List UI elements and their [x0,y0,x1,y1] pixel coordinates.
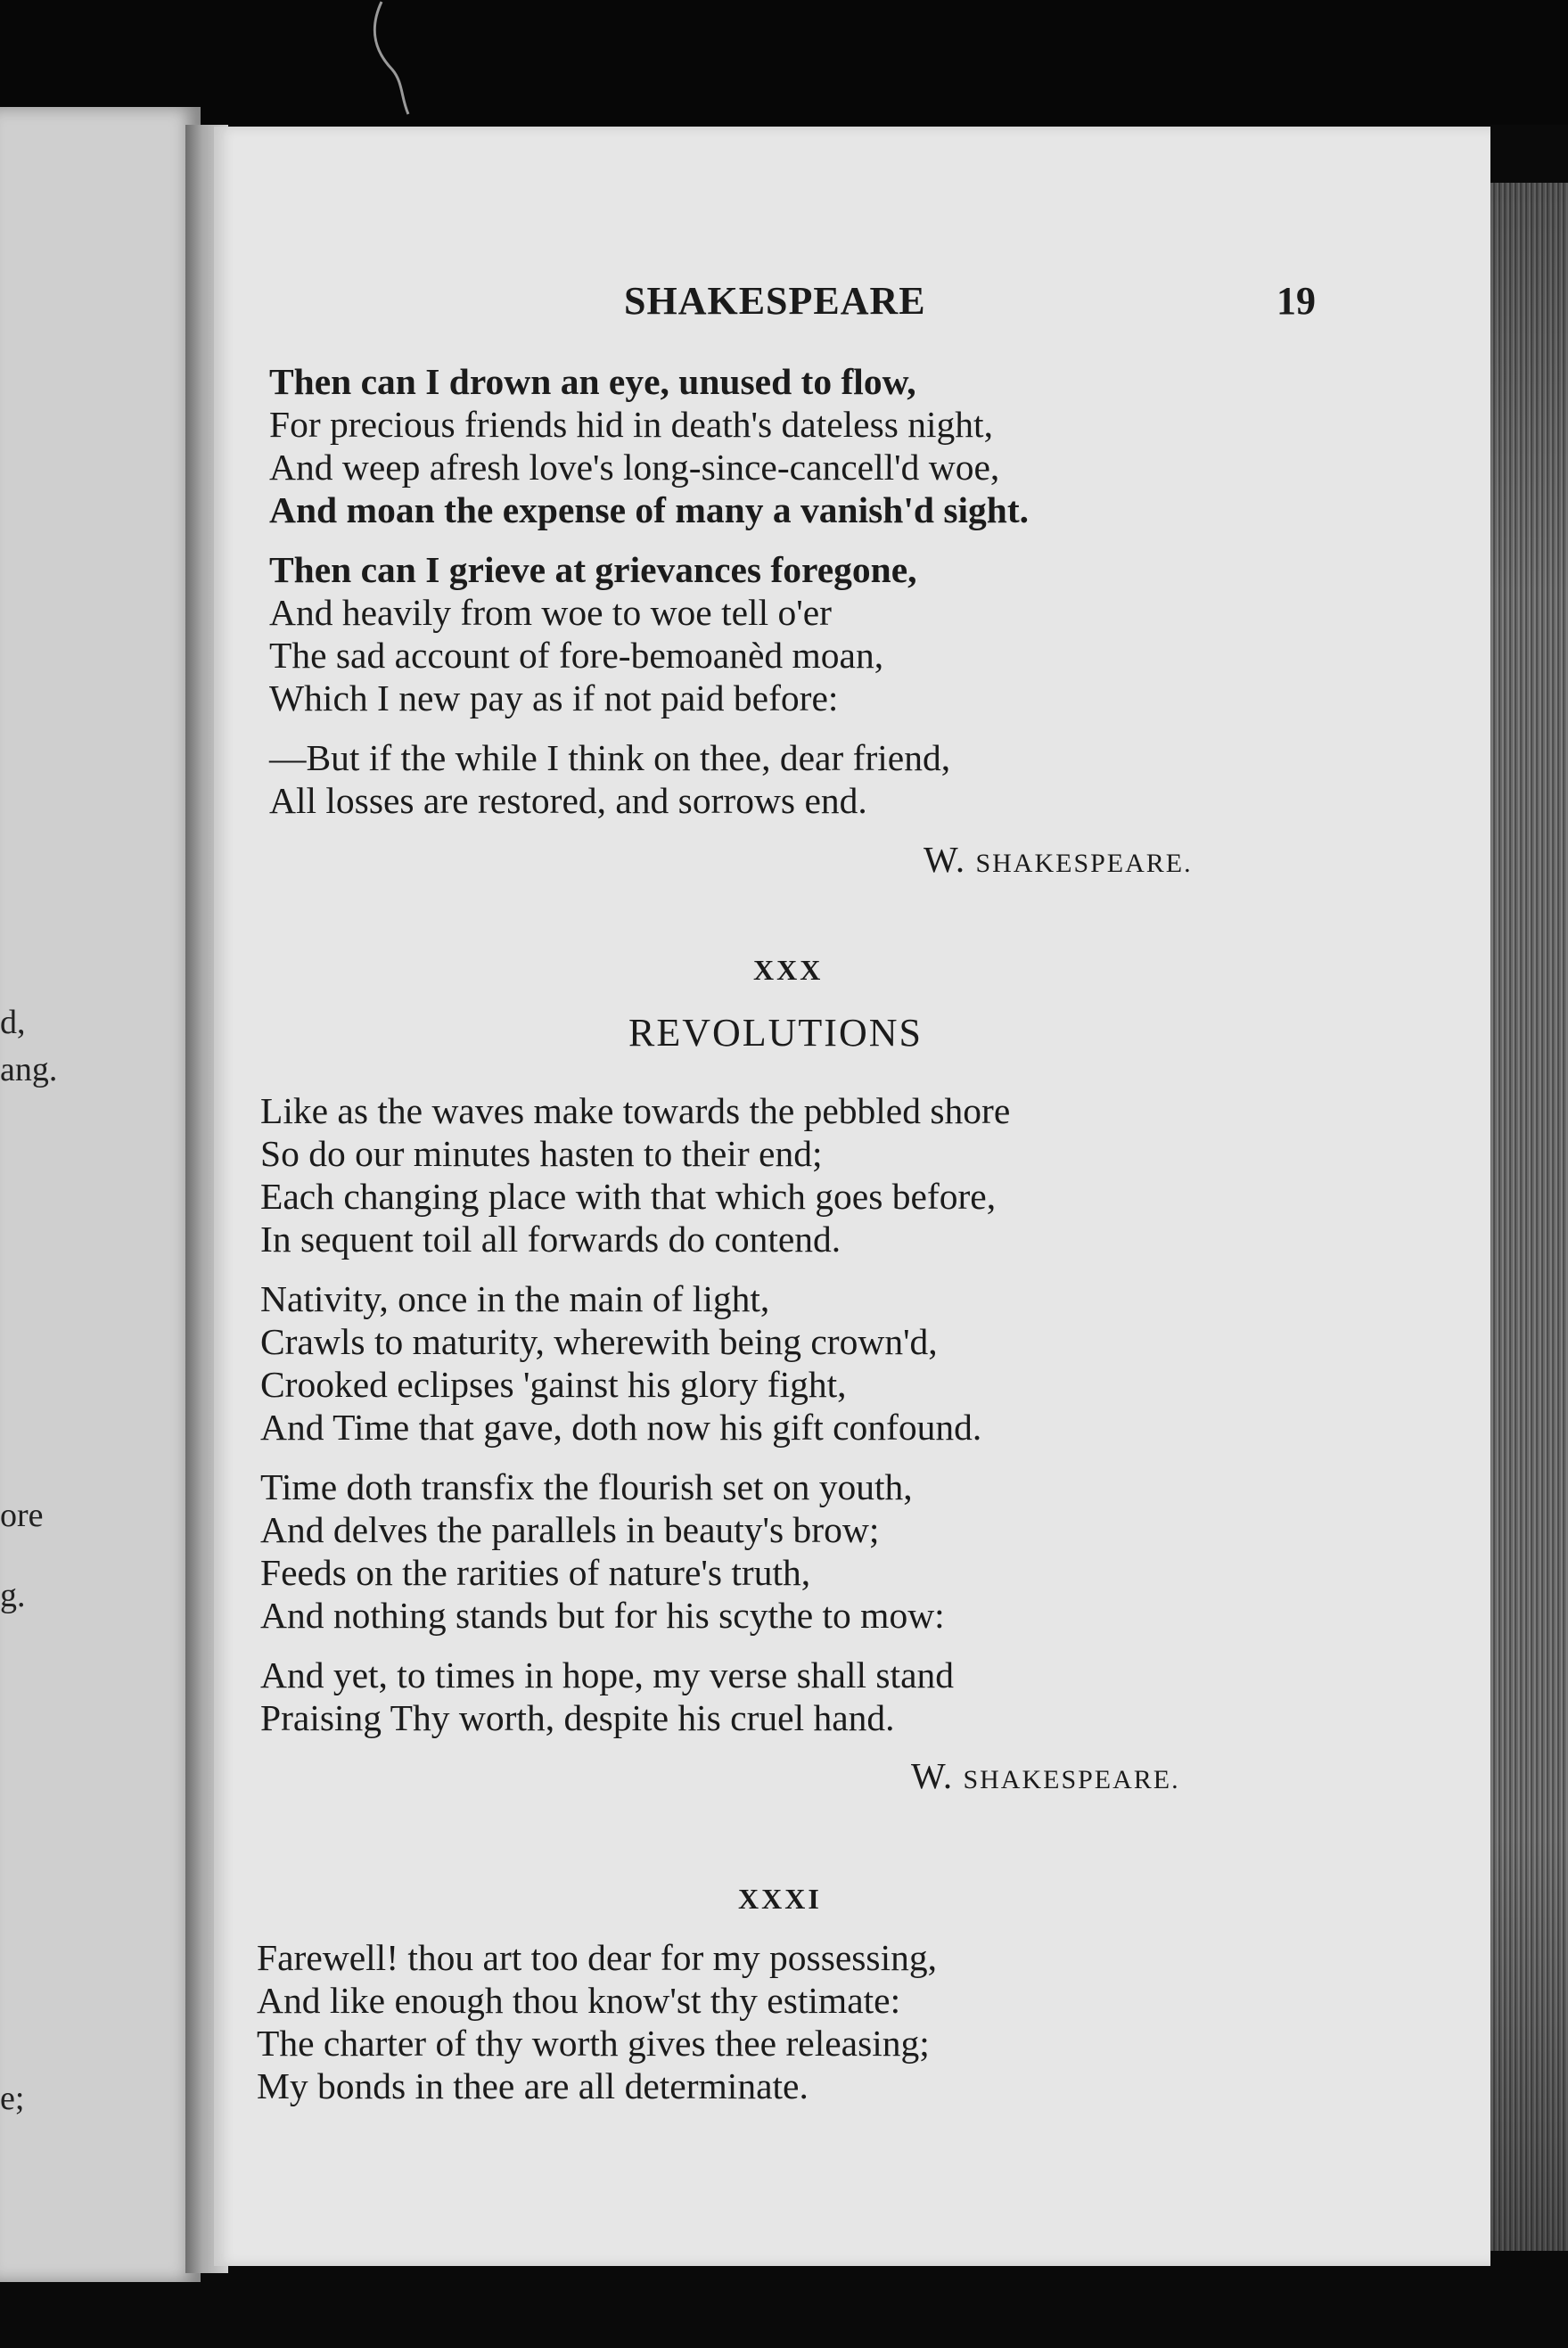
verse-line: Then can I drown an eye, unused to flow, [269,361,916,402]
facing-page-fragment: d, [0,1004,26,1041]
verse-line: And delves the parallels in beauty's brow; [260,1509,880,1550]
signature-name: SHAKESPEARE. [963,1765,1180,1794]
verse-line: And Time that gave, doth now his gift confound. [260,1407,982,1448]
facing-page-fragment: ang. [0,1051,58,1088]
facing-page [0,107,201,2282]
signature-initial: W. [911,1755,954,1796]
page-edges-shade [1490,183,1568,2251]
poem-numeral: XXXI [738,1883,822,1915]
verse-line: Like as the waves make towards the pebbled shore [260,1090,1011,1131]
verse-line: And nothing stands but for his scythe to mow: [260,1595,945,1636]
running-title: SHAKESPEARE [624,279,926,323]
verse-line: My bonds in thee are all determinate. [257,2065,809,2106]
verse-line: And moan the expense of many a vanish'd sight. [269,489,1030,530]
verse-line: All losses are restored, and sorrows end. [269,780,867,821]
scan-frame-top [0,0,1568,125]
verse-line: Farewell! thou art too dear for my possessing, [257,1937,937,1978]
signature-initial: W. [924,839,966,880]
verse-line: Time doth transfix the flourish set on youth, [260,1466,913,1507]
facing-page-fragment: ore [0,1497,44,1534]
verse-line: The charter of thy worth gives thee releasing; [257,2023,930,2064]
page-curl-mark [365,0,419,116]
facing-page-fragment: g. [0,1577,26,1614]
verse-line: And yet, to times in hope, my verse shall stand [260,1654,955,1695]
page-number: 19 [1277,279,1316,323]
poem-numeral: XXX [753,954,824,986]
poem-title: REVOLUTIONS [628,1011,923,1055]
verse-line: And like enough thou know'st thy estimate: [257,1980,901,2021]
verse-line: Each changing place with that which goes before, [260,1176,997,1217]
verse-line: For precious friends hid in death's dateless night, [269,404,993,445]
poem-signature [924,838,1193,881]
verse-line: Praising Thy worth, despite his cruel hand. [260,1697,895,1738]
verse-line: In sequent toil all forwards do contend. [260,1219,841,1260]
verse-line: Feeds on the rarities of nature's truth, [260,1552,811,1593]
verse-line: The sad account of fore-bemoanèd moan, [269,635,884,676]
verse-line: Then can I grieve at grievances foregone, [269,549,917,590]
verse-line: Crooked eclipses 'gainst his glory fight, [260,1364,847,1405]
verse-line: —But if the while I think on thee, dear friend, [269,737,951,778]
verse-line: And heavily from woe to woe tell o'er [269,592,832,633]
verse-line: So do our minutes hasten to their end; [260,1133,823,1174]
verse-line: Which I new pay as if not paid before: [269,677,839,718]
verse-line: Nativity, once in the main of light, [260,1278,770,1319]
verse-line: Crawls to maturity, wherewith being crown'd, [260,1321,938,1362]
poem-signature [911,1754,1180,1797]
signature-name: SHAKESPEARE. [975,849,1193,878]
verse-line: And weep afresh love's long-since-cancell'd woe, [269,447,1000,488]
facing-page-fragment: e; [0,2080,25,2117]
